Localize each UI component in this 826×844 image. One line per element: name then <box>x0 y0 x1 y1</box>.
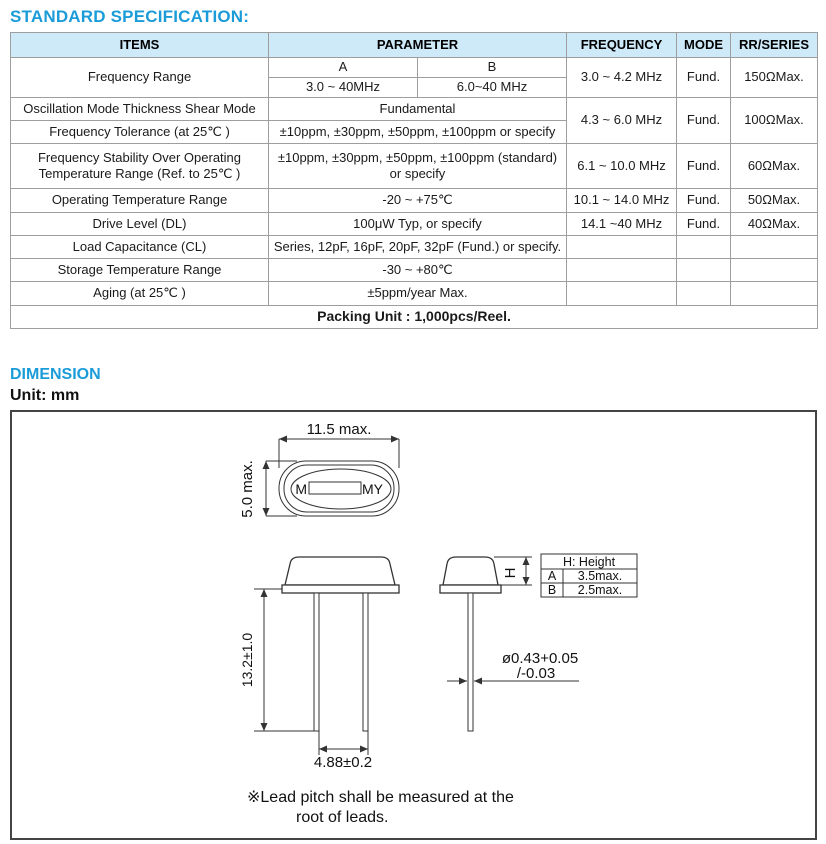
spec-cell-storage-value: -30 ~ +80℃ <box>269 259 567 282</box>
spec-cell-empty <box>677 259 731 282</box>
spec-cell-packing-unit: Packing Unit : 1,000pcs/Reel. <box>11 306 818 329</box>
lead-diameter-label-line2: /-0.03 <box>516 665 556 682</box>
lead-length-label: 13.2±1.0 <box>239 632 255 688</box>
spec-cell-tolerance-value: ±10ppm, ±30ppm, ±50ppm, ±100ppm or specify <box>269 121 567 144</box>
spec-row-drive-level <box>11 213 818 236</box>
spec-row-oscillation-mode <box>11 98 818 121</box>
spec-cell-drive-label: Drive Level (DL) <box>11 213 269 236</box>
top-view-crystal <box>279 461 399 516</box>
spec-cell-rr-5: 40ΩMax. <box>731 213 818 236</box>
height-table-row-b-value: 2.5max. <box>577 583 623 597</box>
height-table-row-a-value: 3.5max. <box>577 569 623 583</box>
spec-table <box>10 32 818 329</box>
spec-cell-freq-5: 14.1 ~40 MHz <box>567 213 677 236</box>
spec-cell-freq-3: 6.1 ~ 10.0 MHz <box>567 144 677 189</box>
spec-cell-operating-label: Operating Temperature Range <box>11 189 269 213</box>
spec-cell-mode-4: Fund. <box>677 189 731 213</box>
lead-pitch-dimension <box>314 731 372 771</box>
spec-cell-mode-5: Fund. <box>677 213 731 236</box>
spec-cell-rr-1: 150ΩMax. <box>731 58 818 98</box>
dimension-drawing <box>12 412 815 838</box>
spec-cell-freq-4: 10.1 ~ 14.0 MHz <box>567 189 677 213</box>
spec-cell-empty <box>677 236 731 259</box>
spec-row-frequency-stability <box>11 144 818 189</box>
spec-section-title: STANDARD SPECIFICATION: <box>10 7 250 26</box>
spec-cell-load-value: Series, 12pF, 16pF, 20pF, 32pF (Fund.) or specify. <box>269 236 567 259</box>
lead-diameter-label-line1: ø0.43+0.05 <box>501 650 579 667</box>
height-table-row-a-key: A <box>547 569 557 583</box>
spec-cell-empty <box>731 259 818 282</box>
spec-header-items: ITEMS <box>11 33 269 58</box>
spec-cell-tolerance-label: Frequency Tolerance (at 25℃ ) <box>11 121 269 144</box>
spec-cell-rr-4: 50ΩMax. <box>731 189 818 213</box>
spec-cell-empty <box>567 236 677 259</box>
spec-header-frequency: FREQUENCY <box>567 33 677 58</box>
case-height-dimension <box>494 557 532 585</box>
spec-cell-rr-3: 60ΩMax. <box>731 144 818 189</box>
spec-row-frequency-range-ab <box>11 58 818 78</box>
spec-cell-drive-value: 100μW Typ, or specify <box>269 213 567 236</box>
spec-cell-oscillation-value: Fundamental <box>269 98 567 121</box>
lead-pitch-label: 4.88±0.2 <box>313 754 373 771</box>
top-width-label: 11.5 max. <box>306 421 372 438</box>
spec-header-mode: MODE <box>677 33 731 58</box>
case-height-label: H <box>502 567 519 579</box>
spec-row-load-capacitance <box>11 236 818 259</box>
note-line1: ※Lead pitch shall be measured at the <box>247 789 514 806</box>
spec-cell-operating-value: -20 ~ +75℃ <box>269 189 567 213</box>
spec-cell-freq-2: 4.3 ~ 6.0 MHz <box>567 98 677 144</box>
spec-cell-a-value: 3.0 ~ 40MHz <box>269 78 418 98</box>
note-line2: root of leads. <box>296 809 389 826</box>
spec-cell-empty <box>567 282 677 306</box>
spec-cell-aging-label: Aging (at 25℃ ) <box>11 282 269 306</box>
spec-header-rr-series: RR/SERIES <box>731 33 818 58</box>
lead-pitch-note <box>247 789 514 826</box>
datasheet-page <box>0 7 826 840</box>
spec-cell-empty <box>567 259 677 282</box>
spec-cell-load-label: Load Capacitance (CL) <box>11 236 269 259</box>
spec-row-packing-unit <box>11 306 818 329</box>
spec-cell-oscillation-label: Oscillation Mode Thickness Shear Mode <box>11 98 269 121</box>
spec-cell-col-a: A <box>269 58 418 78</box>
dimension-section-title: DIMENSION <box>10 366 101 383</box>
height-table-row-b-key: B <box>547 583 557 597</box>
side-view-crystal <box>440 557 501 731</box>
marking-left-text: M <box>295 481 307 497</box>
spec-header-parameter: PARAMETER <box>269 33 567 58</box>
spec-cell-mode-1: Fund. <box>677 58 731 98</box>
front-view-crystal <box>282 557 399 731</box>
spec-cell-col-b: B <box>418 58 567 78</box>
spec-header-row <box>11 33 818 58</box>
spec-row-storage-temp <box>11 259 818 282</box>
spec-cell-storage-label: Storage Temperature Range <box>11 259 269 282</box>
spec-cell-freq-1: 3.0 ~ 4.2 MHz <box>567 58 677 98</box>
lead-diameter-dimension <box>447 650 579 685</box>
spec-cell-stability-value: ±10ppm, ±30ppm, ±50ppm, ±100ppm (standard) or specify <box>269 144 567 189</box>
spec-row-aging <box>11 282 818 306</box>
marking-right-text: MY <box>362 481 383 497</box>
spec-cell-b-value: 6.0~40 MHz <box>418 78 567 98</box>
height-table <box>541 554 637 597</box>
spec-row-operating-temp <box>11 189 818 213</box>
lead-length-dimension <box>239 589 319 731</box>
spec-cell-rr-2: 100ΩMax. <box>731 98 818 144</box>
dimension-unit-label: Unit: mm <box>10 387 80 404</box>
spec-cell-frequency-range-label: Frequency Range <box>11 58 269 98</box>
height-table-title: H: Height <box>562 555 616 569</box>
spec-cell-empty <box>731 282 818 306</box>
spec-cell-mode-3: Fund. <box>677 144 731 189</box>
dimension-drawing-box <box>10 410 817 840</box>
spec-cell-empty <box>677 282 731 306</box>
spec-cell-aging-value: ±5ppm/year Max. <box>269 282 567 306</box>
spec-cell-empty <box>731 236 818 259</box>
top-height-label: 5.0 max. <box>239 460 256 518</box>
spec-cell-stability-label: Frequency Stability Over Operating Temperature Range (Ref. to 25℃ ) <box>11 144 269 189</box>
spec-cell-mode-2: Fund. <box>677 98 731 144</box>
